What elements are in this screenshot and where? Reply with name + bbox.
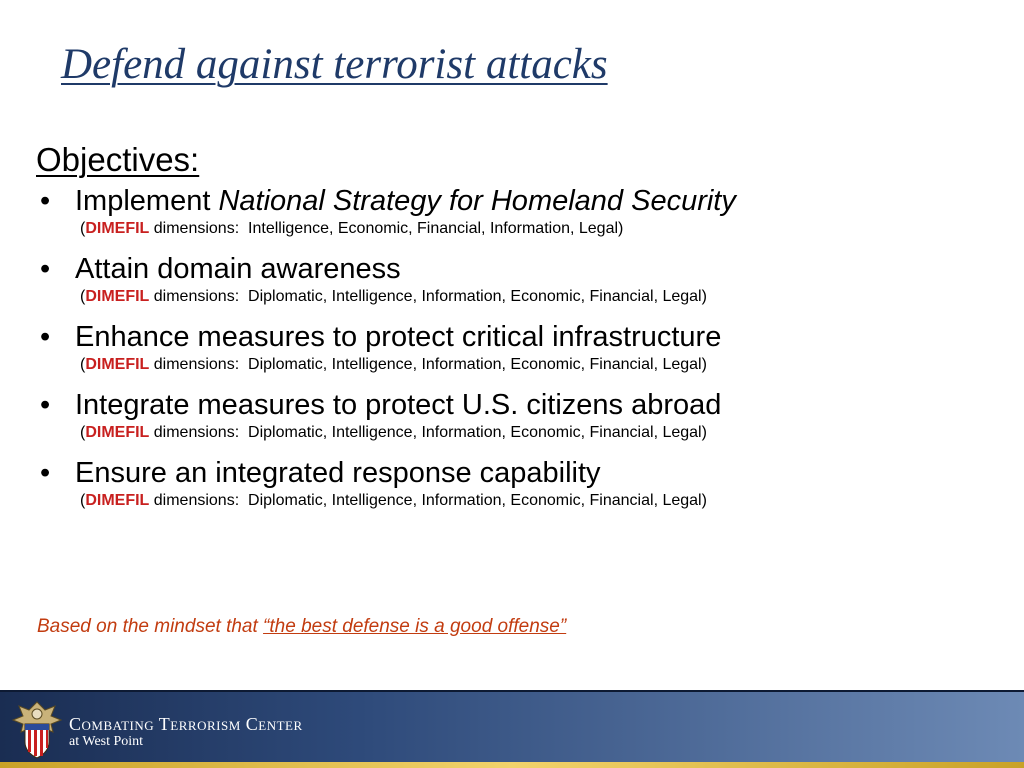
item-dimensions: (DIMEFIL dimensions: Diplomatic, Intelligence, Information, Economic, Financial, Legal) — [80, 492, 707, 509]
item-main — [36, 184, 996, 218]
mindset-prefix: Based on the mindset that — [37, 616, 264, 637]
dimensions-list: Diplomatic, Intelligence, Information, Economic, Financial, Legal — [248, 288, 702, 305]
bullet-icon: • — [40, 253, 51, 285]
item-main — [36, 320, 996, 354]
item-main — [36, 456, 996, 490]
item-main — [36, 252, 996, 286]
bullet-icon: • — [40, 389, 51, 421]
mindset-quote: “the best defense is a good offense” — [263, 616, 567, 637]
mindset-note — [37, 615, 566, 639]
item-emphasis: National Strategy for Homeland Security — [218, 185, 736, 217]
item-text: Ensure an integrated response capability — [75, 457, 601, 489]
item-dimensions: (DIMEFIL dimensions: Diplomatic, Intelligence, Information, Economic, Financial, Legal) — [80, 424, 707, 441]
dimensions-list: Intelligence, Economic, Financial, Information, Legal — [248, 220, 619, 237]
footer-stripe — [0, 762, 1024, 768]
dimensions-list: Diplomatic, Intelligence, Information, Economic, Financial, Legal — [248, 492, 702, 509]
item-dimensions: (DIMEFIL dimensions: Intelligence, Economic, Financial, Information, Legal) — [80, 220, 624, 237]
item-dimensions: (DIMEFIL dimensions: Diplomatic, Intelligence, Information, Economic, Financial, Legal) — [80, 288, 707, 305]
dimefil-label: DIMEFIL — [85, 220, 150, 237]
list-item — [36, 456, 996, 511]
slide-content — [36, 140, 996, 524]
dimensions-list: Diplomatic, Intelligence, Information, Economic, Financial, Legal — [248, 424, 702, 441]
item-text: Attain domain awareness — [75, 253, 401, 285]
item-text: Integrate measures to protect U.S. citizens abroad — [75, 389, 722, 421]
objectives-heading: Objectives: — [36, 141, 200, 178]
slide-title: Defend against terrorist attacks — [61, 41, 608, 88]
dimefil-label: DIMEFIL — [85, 492, 150, 509]
dimefil-label: DIMEFIL — [85, 424, 150, 441]
list-item — [36, 388, 996, 443]
bullet-icon: • — [40, 321, 51, 353]
list-item — [36, 320, 996, 375]
dimensions-list: Diplomatic, Intelligence, Information, Economic, Financial, Legal — [248, 356, 702, 373]
item-main — [36, 388, 996, 422]
objectives-list — [36, 184, 996, 511]
dimefil-label: DIMEFIL — [85, 288, 150, 305]
org-name: Combating Terrorism Center — [69, 714, 303, 734]
list-item — [36, 184, 996, 239]
west-point-crest-icon — [7, 698, 67, 760]
item-text: Enhance measures to protect critical infrastructure — [75, 321, 722, 353]
footer-bar — [0, 690, 1024, 768]
dimefil-label: DIMEFIL — [85, 356, 150, 373]
bullet-icon: • — [40, 185, 51, 217]
item-text: Implement — [75, 185, 219, 217]
list-item — [36, 252, 996, 307]
item-dimensions: (DIMEFIL dimensions: Diplomatic, Intelligence, Information, Economic, Financial, Legal) — [80, 356, 707, 373]
bullet-icon: • — [40, 457, 51, 489]
org-subtitle: at West Point — [69, 734, 144, 749]
